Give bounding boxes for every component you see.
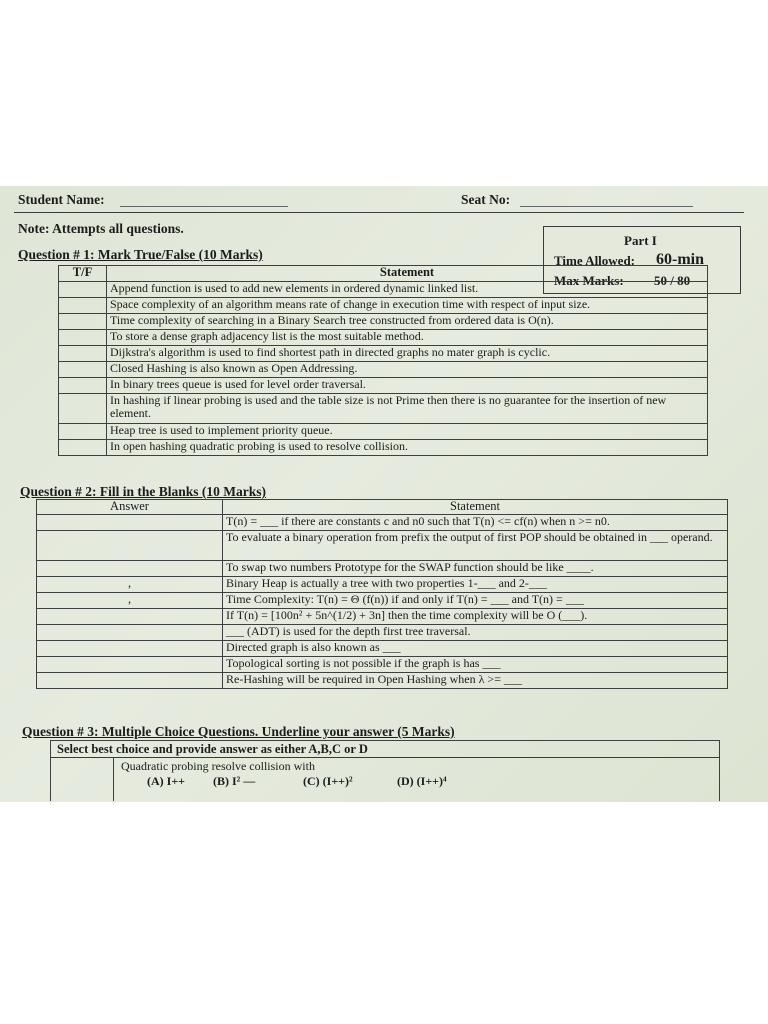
q1-statement: To store a dense graph adjacency list is the most suitable method. [107, 330, 708, 346]
table-row [37, 657, 728, 673]
header-rule [14, 212, 744, 213]
q1-statement: In binary trees queue is used for level order traversal. [107, 378, 708, 394]
q1-statement: In open hashing quadratic probing is used to resolve collision. [107, 440, 708, 456]
q3-box [50, 740, 720, 801]
table-row [59, 346, 708, 362]
q3-question: Quadratic probing resolve collision with [121, 759, 315, 773]
q3-column-line [113, 757, 114, 801]
q2-answer-cell[interactable] [37, 561, 223, 577]
q3-title: Question # 3: Multiple Choice Questions. Underline your answer (5 Marks) [22, 724, 455, 739]
table-row [59, 282, 708, 298]
q2-answer-cell[interactable]: , [37, 577, 223, 593]
table-row [37, 673, 728, 689]
q2-title: Question # 2: Fill in the Blanks (10 Marks) [20, 484, 267, 499]
seat-no-field[interactable] [520, 206, 693, 207]
mcq-option-b[interactable]: (B) I² — [213, 774, 256, 788]
q1-statement: Space complexity of an algorithm means rate of change in execution time with respect of input size. [107, 298, 708, 314]
tf-answer-cell[interactable] [59, 378, 107, 394]
q1-statement: Append function is used to add new elements in ordered dynamic linked list. [107, 282, 708, 298]
max-marks-value: 50 / 80 [654, 273, 691, 288]
table-row [37, 515, 728, 531]
table-row [59, 330, 708, 346]
q1-table [58, 265, 708, 456]
q2-statement: To evaluate a binary operation from prefix the output of first POP should be obtained in ___ operand. [223, 531, 728, 561]
time-allowed-label: Time Allowed: [554, 253, 636, 268]
tf-answer-cell[interactable] [59, 330, 107, 346]
q2-statement: Re-Hashing will be required in Open Hashing when λ >= ___ [223, 673, 728, 689]
q1-statement: Time complexity of searching in a Binary Search tree constructed from ordered data is O(n). [107, 314, 708, 330]
part-label: Part I [624, 233, 657, 248]
student-name-label: Student Name: [18, 192, 105, 207]
q2-col-answer: Answer [37, 500, 223, 515]
tf-answer-cell[interactable] [59, 362, 107, 378]
q3-divider [51, 757, 719, 758]
q2-answer-cell[interactable] [37, 673, 223, 689]
q2-statement: To swap two numbers Prototype for the SWAP function should be like ____. [223, 561, 728, 577]
tf-answer-cell[interactable] [59, 394, 107, 424]
max-marks-label: Max Marks: [554, 273, 624, 288]
table-row [37, 531, 728, 561]
tf-answer-cell[interactable] [59, 314, 107, 330]
q2-answer-cell[interactable] [37, 657, 223, 673]
q2-statement: Topological sorting is not possible if the graph is has ___ [223, 657, 728, 673]
tf-answer-cell[interactable] [59, 346, 107, 362]
q2-statement: T(n) = ___ if there are constants c and n0 such that T(n) <= cf(n) when n >= n0. [223, 515, 728, 531]
exam-paper [0, 186, 768, 802]
q2-statement: Binary Heap is actually a tree with two properties 1-___ and 2-___ [223, 577, 728, 593]
tf-answer-cell[interactable] [59, 282, 107, 298]
mcq-option-d[interactable]: (D) (I++)⁴ [397, 774, 447, 788]
tf-answer-cell[interactable] [59, 298, 107, 314]
q2-answer-cell[interactable] [37, 609, 223, 625]
q2-statement: Time Complexity: T(n) = Θ (f(n)) if and only if T(n) = ___ and T(n) = ___ [223, 593, 728, 609]
q1-statement: Dijkstra's algorithm is used to find shortest path in directed graphs no mater graph is cyclic. [107, 346, 708, 362]
q2-statement: Directed graph is also known as ___ [223, 641, 728, 657]
tf-answer-cell[interactable] [59, 440, 107, 456]
q2-header-row [37, 500, 728, 515]
q2-table [36, 499, 728, 689]
q1-header-row [59, 266, 708, 282]
table-row [37, 561, 728, 577]
table-row [59, 362, 708, 378]
q1-col-tf: T/F [59, 266, 107, 282]
q2-answer-cell[interactable]: , [37, 593, 223, 609]
table-row [59, 298, 708, 314]
q2-col-statement: Statement [223, 500, 728, 515]
seat-no-label: Seat No: [461, 192, 511, 207]
q3-instruction: Select best choice and provide answer as either A,B,C or D [57, 742, 368, 756]
table-row [37, 625, 728, 641]
q2-answer-cell[interactable] [37, 641, 223, 657]
note-text: Note: Attempts all questions. [18, 221, 184, 236]
mcq-option-a[interactable]: (A) I++ [147, 774, 186, 788]
table-row [59, 440, 708, 456]
q2-answer-cell[interactable] [37, 515, 223, 531]
q2-answer-cell[interactable] [37, 625, 223, 641]
q2-statement: ___ (ADT) is used for the depth first tree traversal. [223, 625, 728, 641]
time-allowed-value: 60-min [656, 251, 704, 268]
table-row [37, 577, 728, 593]
q1-col-statement: Statement [107, 266, 708, 282]
table-row [37, 593, 728, 609]
table-row [37, 641, 728, 657]
table-row [59, 378, 708, 394]
q2-statement: If T(n) = [100n² + 5n^(1/2) + 3n] then the time complexity will be O (___). [223, 609, 728, 625]
q2-answer-cell[interactable] [37, 531, 223, 561]
q1-statement: Closed Hashing is also known as Open Addressing. [107, 362, 708, 378]
q1-statement: Heap tree is used to implement priority queue. [107, 424, 708, 440]
q1-statement: In hashing if linear probing is used and the table size is not Prime then there is no guarantee for the insertion of new element. [107, 394, 708, 424]
table-row [37, 609, 728, 625]
table-row [59, 314, 708, 330]
table-row [59, 424, 708, 440]
table-row [59, 394, 708, 424]
student-name-field[interactable] [120, 206, 288, 207]
tf-answer-cell[interactable] [59, 424, 107, 440]
q1-title: Question # 1: Mark True/False (10 Marks) [18, 247, 263, 262]
mcq-option-c[interactable]: (C) (I++)² [303, 774, 353, 788]
